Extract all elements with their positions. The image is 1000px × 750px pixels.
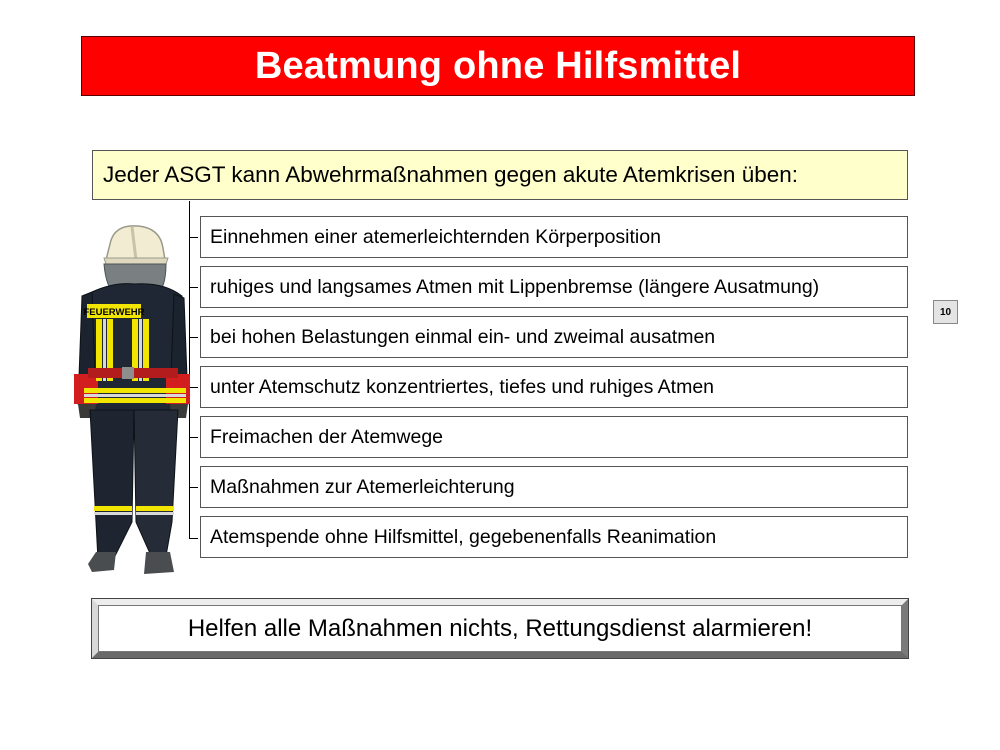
intro-text: Jeder ASGT kann Abwehrmaßnahmen gegen akute Atemkrisen üben: bbox=[103, 162, 799, 187]
list-item: ruhiges und langsames Atmen mit Lippenbremse (längere Ausatmung) bbox=[200, 266, 908, 308]
title-bar bbox=[81, 36, 915, 96]
list-item: Atemspende ohne Hilfsmittel, gegebenenfalls Reanimation bbox=[200, 516, 908, 558]
slide-number: 10 bbox=[933, 300, 958, 324]
slide-title: Beatmung ohne Hilfsmittel bbox=[254, 44, 742, 87]
firefighter-illustration bbox=[70, 222, 195, 578]
list-item: bei hohen Belastungen einmal ein- und zweimal ausatmen bbox=[200, 316, 908, 358]
intro-box bbox=[92, 150, 908, 200]
list-item: Maßnahmen zur Atemerleichterung bbox=[200, 466, 908, 508]
conclusion-box bbox=[92, 599, 908, 658]
list-item: unter Atemschutz konzentriertes, tiefes und ruhiges Atmen bbox=[200, 366, 908, 408]
list-item: Einnehmen einer atemerleichternden Körperposition bbox=[200, 216, 908, 258]
list-item: Freimachen der Atemwege bbox=[200, 416, 908, 458]
conclusion-text: Helfen alle Maßnahmen nichts, Rettungsdienst alarmieren! bbox=[98, 605, 902, 652]
back-label: FEUERWEHR bbox=[83, 307, 145, 318]
